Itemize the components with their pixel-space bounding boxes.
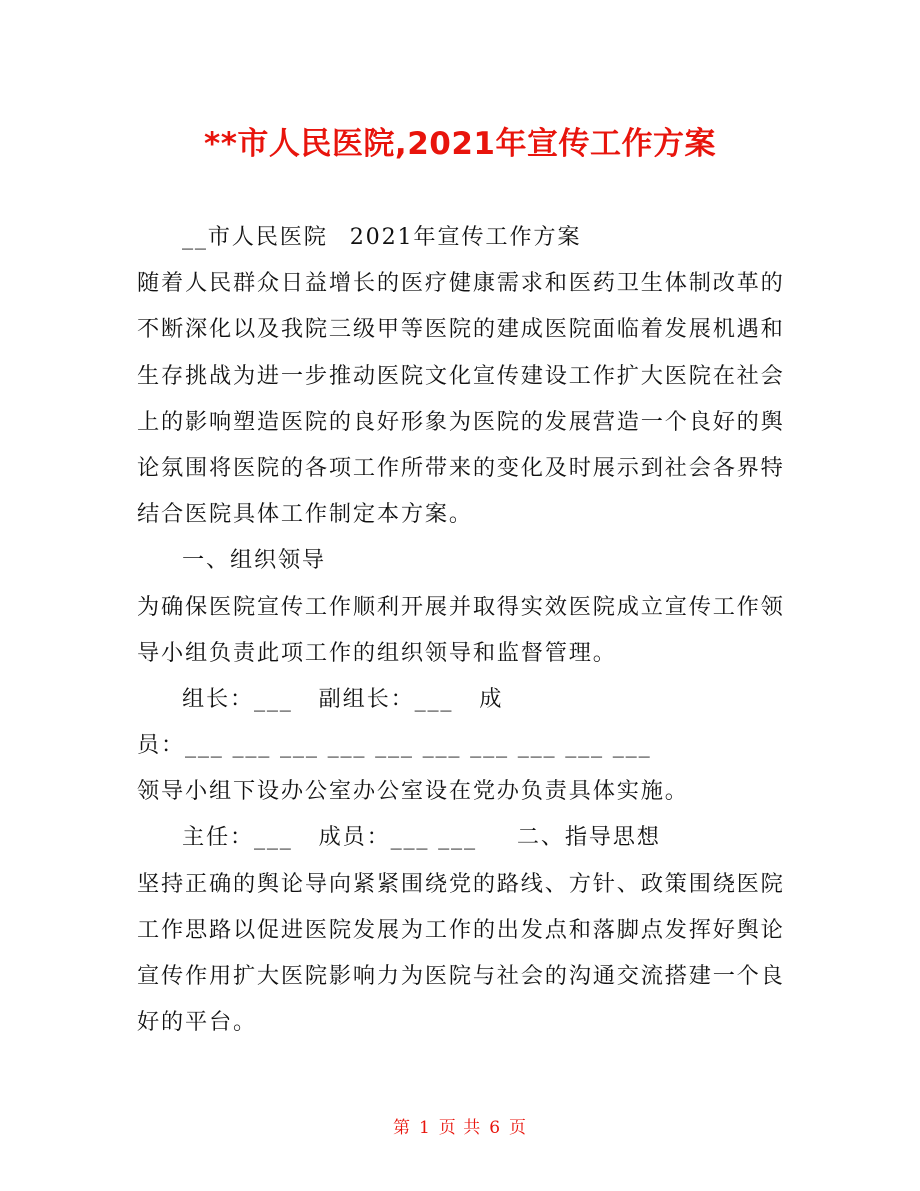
- document-title: **市人民医院,2021年宣传工作方案: [204, 126, 716, 162]
- section2-line-4: 好的平台。: [137, 1009, 257, 1036]
- members-line: 员：___ ___ ___ ___ ___ ___ ___ ___ ___ ___: [137, 732, 652, 759]
- document-body: [137, 214, 787, 1045]
- intro-line-2: 不断深化以及我院三级甲等医院的建成医院面临着发展机遇和: [137, 316, 785, 343]
- intro-line-1: 随着人民群众日益增长的医疗健康需求和医药卫生体制改革的: [137, 270, 785, 297]
- director-line: [137, 814, 787, 860]
- section2-line-1: 坚持正确的舆论导向紧紧围绕党的路线、方针、政策围绕医院: [137, 870, 785, 897]
- footer-suffix: 页: [509, 1118, 528, 1138]
- director-label: 主任：___: [182, 824, 293, 851]
- members-start: 成: [479, 685, 504, 712]
- section1-heading: 一、组织领导: [182, 547, 326, 574]
- section2-line-3: 宣传作用扩大医院影响力为医院与社会的沟通交流搭建一个良: [137, 963, 785, 989]
- intro-line-5: 论氛围将医院的各项工作所带来的变化及时展示到社会各界特: [137, 454, 785, 481]
- section1-line-2: 导小组负责此项工作的组织领导和监督管理。: [137, 639, 617, 666]
- section2-heading: 二、指导思想: [516, 824, 661, 851]
- heading-line: [137, 214, 787, 260]
- leader-label: 组长：___: [182, 685, 293, 712]
- section2-line-2: 工作思路以促进医院发展为工作的出发点和落脚点发挥好舆论: [137, 916, 785, 943]
- page-footer: [0, 1113, 920, 1138]
- footer-total-pages: 6: [489, 1118, 502, 1138]
- office-line: 领导小组下设办公室办公室设在党办负责具体实施。: [137, 778, 689, 805]
- footer-page-number: 1: [418, 1118, 431, 1138]
- footer-prefix: 第: [392, 1118, 411, 1138]
- deputy-label: 副组长：___: [318, 685, 454, 712]
- footer-middle: 页 共: [438, 1118, 482, 1138]
- heading-subject: 2021年宣传工作方案: [349, 224, 582, 250]
- leader-line: [137, 676, 787, 722]
- intro-line-4: 上的影响塑造医院的良好形象为医院的发展营造一个良好的舆: [137, 408, 785, 435]
- section1-line-1: 为确保医院宣传工作顺利开展并取得实效医院成立宣传工作领: [137, 593, 785, 620]
- intro-line-6: 结合医院具体工作制定本方案。: [137, 501, 473, 528]
- office-members-label: 成员：___ ___: [318, 824, 477, 851]
- heading-org: __市人民医院: [182, 224, 328, 250]
- intro-line-3: 生存挑战为进一步推动医院文化宣传建设工作扩大医院在社会: [137, 362, 785, 389]
